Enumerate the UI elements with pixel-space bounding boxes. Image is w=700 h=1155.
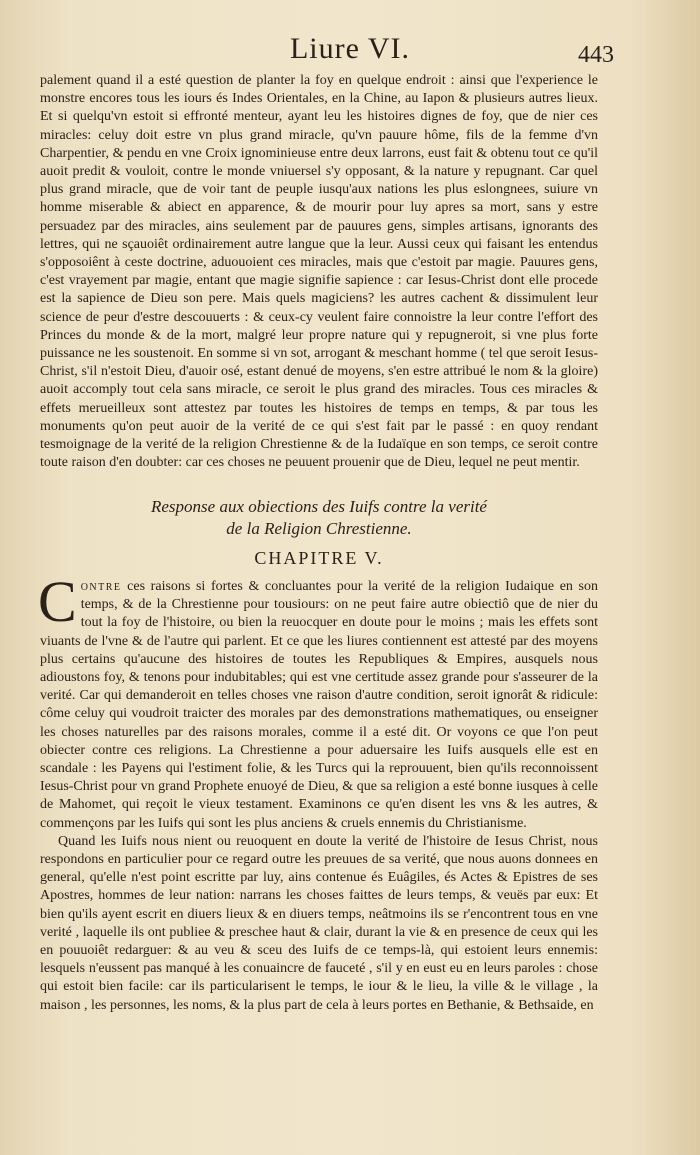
chapter-paragraph-1 xyxy=(38,569,598,833)
paragraph-1-text: ces raisons si fortes & concluantes pour la verité de la religion Iudaique en son temps, & de la Chrestienne pour tousiours: on ne peut faire autre obiectiô que de nier du tout la foy de l'histoire, ou bien la reuocquer en doute pour le moins ; mais les effets sont viuants de l'vne & de l'autre qui parlent. Et ce que les liures contiennent est attesté par des moyens plus certains qu'aucune des histoires de toutes les Republiques & Empires, ausquels nous adioustons foy, & tenons pour indubitables; qui est vne certitude assez grande pour s'asseurer de la verité. Car qui demanderoit en telles choses vne raison d'autre condition, seroit ignorât & ridicule: côme celuy qui voudroit traicter des morales par des demonstrations mathematiques, ou enseigner les choses naturelles par des raisons morales, comme il a esté dit. Or voyons ce que l'on peut obiecter contre ces religions. La Chrestienne a pour aduersaire les Iuifs ausquels elle est en scandale : les Payens qui l'estiment folie, & les Turcs qui la reprouuent, bien qu'ils reconnoissent Iesus-Christ pour vn grand Prophete enuoyé de Dieu, & que sa religion a esté bonne iusques à celle de Mahomet, qui reçoit le vieux testament. Examinons ce qu'en disent les vns & les autres, & commençons par les Iuifs qui sont les plus anciens & cruels ennemis du Christianisme. xyxy=(40,579,598,831)
chapter-title: CHAPITRE V. xyxy=(254,548,384,568)
page-header xyxy=(0,30,700,70)
drop-cap: C xyxy=(38,569,77,634)
page-number: 443 xyxy=(578,42,614,68)
paragraph-continued: palement quand il a esté question de planter la foy en quelque endroit : ainsi que l'experience le monstre encores tous les iours és Indes Orientales, en la Chine, au Iapon & plusieurs autres lieux. Et si quelqu'vn estoit si effronté menteur, ayant leu les histoires dignes de foy, que de nier ces miracles: celuy doit estre vn plus grand miracle, qu'vn pauure hôme, fils de la femme d'vn Charpentier, & pendu en vne Croix ignominieuse entre deux larrons, eust fait & obtenu tout ce qu'il auoit predit & vouloit, contre le monde vniuersel s'y opposant, & la nature y repugnant. Car quel plus grand miracle, que de voir tant de peuple iusqu'aux nations les plus eslongnees, suiure vn homme miserable & abiect en apparence, & de mourir pour luy apres sa mort, sans y estre persuadez par des miracles, ains seulement par de pauures gens, simples artisans, ignorants des lettres, qui ne sçauoiêt ordinairement autre langue que la leur. Aussi ceux qui faisant les entendus s'opposoiênt à ceste doctrine, aduouoient ces miracles, mais que c'estoit par magie. Pauures gens, c'est vrayement par magie, entant que magie signifie sapience : car Iesus-Christ dont elle procede est la sapience de Dieu son pere. Mais quels magiciens? les autres cachent & dissimulent leur science de peur d'estre descouuerts : & ceux-cy veulent faire connoistre la leur contre l'effort des Princes du monde & de la mort, malgré leur propre nature qui y repugneroit, si vne plus forte puissance ne les soustenoit. En somme si vn sot, arrogant & meschant homme ( tel que seroit Iesus-Christ, s'il n'estoit Dieu, d'auoir osé, estant denué de moyens, s'en estre attribué le nom & la gloire) auoit accomply tout cela sans miracle, ce seroit le plus grand des miracles. Tous ces miracles & effets merueilleux sont attestez par toutes les histoires de temps en temps, & par tous les monuments qu'on peut auoir de la verité de ce qui s'est fait par le passé : en quoy rendant tesmoignage de la verité de la religion Chrestienne & de la Iudaïque en son temps, ce seroit contre toute raison d'en doubter: car ces choses ne peuuent prouenir que de Dieu, lequel ne peut mentir. xyxy=(40,73,598,471)
section-heading xyxy=(40,496,598,540)
chapter-paragraph-2: Quand les Iuifs nous nient ou reuoquent en doute la verité de l'histoire de Iesus Christ, nous respondons en particulier pour ce regard outre les preuues de sa verité, que nous auons donnees en general, qu'elle n'est point escritte par luy, ains contenue és Euâgiles, és Actes & Epistres de ses Apostres, hommes de leur nation: narrans les choses faittes de leurs temps, & veuës par eux: Et bien qu'ils ayent escrit en diuers lieux & en diuers temps, neâtmoins ils se r'encontrent tous en vne verité , laquelle ils ont publiee & preschee haut & clair, durant la vie & en presence de ceux qui les en pouuoiêt redarguer: & au veu & sceu des Iuifs de ce temps-là, qui estoient leurs ennemis: lesquels n'eussent pas manqué à les conuaincre de fauceté , s'il y en eust eu en leurs paroles : chose qui estoit bien facile: car ils particularisent le temps, le iour & le lieu, la ville & le village , la maison , les personnes, les noms, & la plus part de cela à leurs portes en Bethanie, & Bethsaide, en xyxy=(40,833,598,1013)
section-heading-line-2: de la Religion Chrestienne. xyxy=(226,519,412,538)
lead-smallcaps: ontre xyxy=(80,579,122,594)
running-title: Liure VI. xyxy=(289,32,411,65)
chapter-body xyxy=(38,569,598,1015)
body-text-continued xyxy=(40,72,598,472)
section-heading-line-1: Response aux obiections des Iuifs contre la verité xyxy=(151,497,487,516)
